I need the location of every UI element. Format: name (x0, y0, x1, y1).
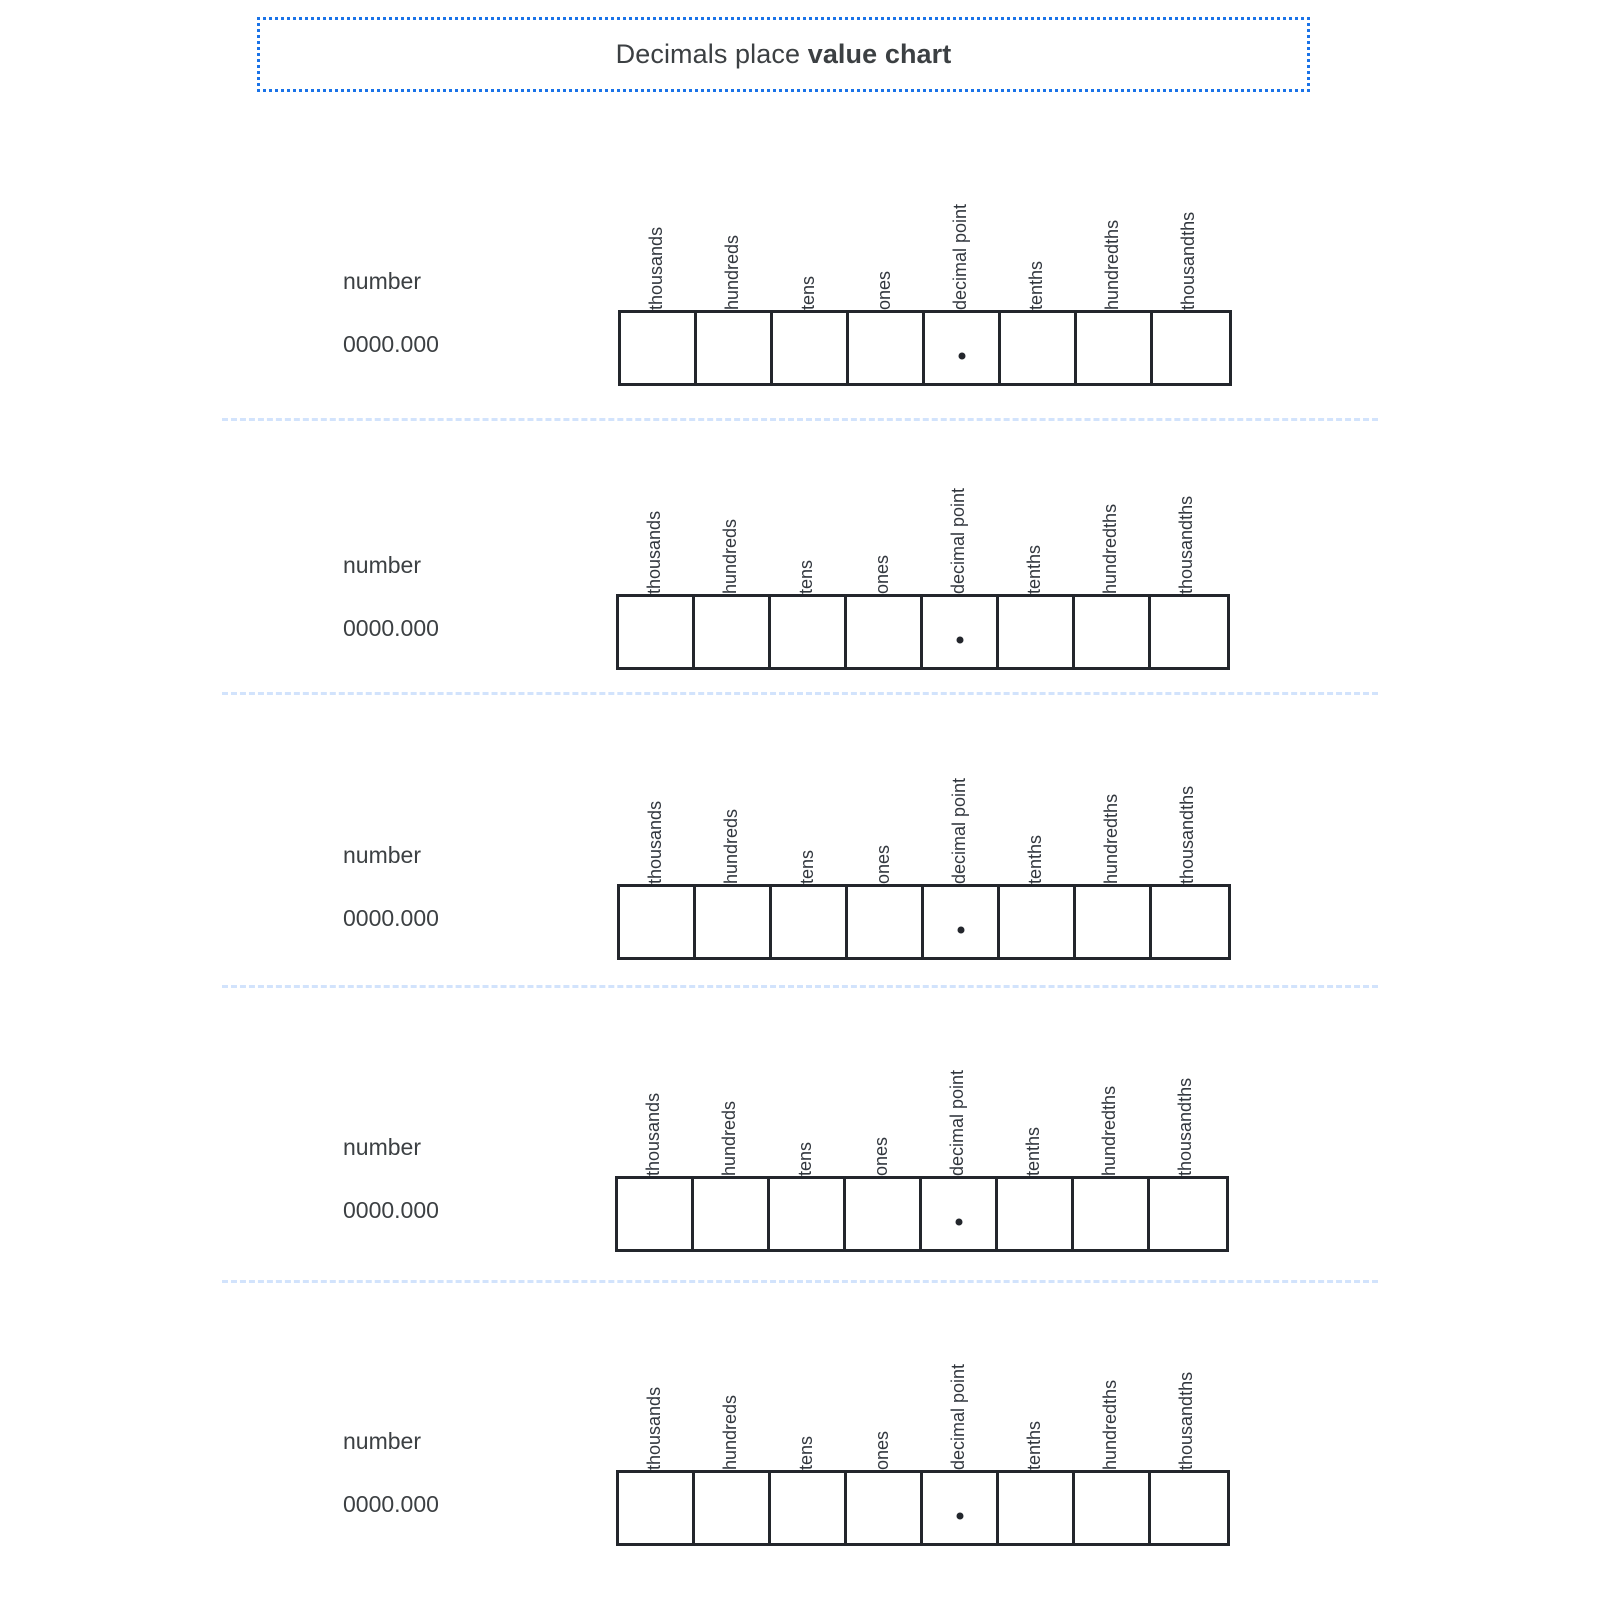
row-number-label: number (343, 268, 421, 294)
place-value-header-slot (997, 742, 1073, 884)
column-header-decimal-point: decimal point (947, 1069, 967, 1176)
place-value-header-slot (693, 742, 769, 884)
place-value-cell-ones[interactable] (848, 887, 924, 957)
place-value-cell-thousands[interactable] (620, 887, 696, 957)
column-header-ones: ones (874, 270, 894, 310)
place-value-header-slot (768, 452, 844, 594)
place-value-cell-tenths[interactable] (1001, 313, 1077, 383)
place-value-cell-tens[interactable] (770, 1179, 846, 1249)
decimal-point-dot-icon (956, 1512, 963, 1519)
column-header-tens: tens (798, 275, 818, 310)
row-value-label: 0000.000 (343, 331, 439, 357)
place-value-header-slot (921, 742, 997, 884)
column-header-thousands: thousands (644, 1386, 664, 1470)
place-value-header-slot (615, 1034, 691, 1176)
place-value-cell-thousandths[interactable] (1153, 313, 1229, 383)
title-banner (257, 17, 1310, 92)
place-value-cell-thousandths[interactable] (1151, 1473, 1227, 1543)
place-value-header-slot (769, 742, 845, 884)
place-value-cell-hundredths[interactable] (1075, 597, 1151, 667)
place-value-cell-thousandths[interactable] (1150, 1179, 1226, 1249)
place-value-header-slot (922, 168, 998, 310)
row-value-label: 0000.000 (343, 905, 439, 931)
column-header-tenths: tenths (1025, 834, 1045, 884)
place-value-header-slot (616, 1328, 692, 1470)
place-value-grid (615, 1176, 1229, 1252)
place-value-header-row (615, 1034, 1223, 1176)
place-value-header-slot (846, 168, 922, 310)
place-value-cell-decimal-point[interactable] (923, 1473, 999, 1543)
column-header-thousands: thousands (644, 510, 664, 594)
column-header-thousands: thousands (645, 800, 665, 884)
place-value-header-slot (1147, 1034, 1223, 1176)
page-title-normal: Decimals place (615, 39, 808, 69)
page-title (616, 39, 952, 70)
column-header-tens: tens (795, 1141, 815, 1176)
place-value-cell-tens[interactable] (771, 597, 847, 667)
place-value-cell-ones[interactable] (847, 597, 923, 667)
place-value-cell-hundredths[interactable] (1077, 313, 1153, 383)
place-value-cell-hundreds[interactable] (697, 313, 773, 383)
column-header-thousandths: thousandths (1175, 1077, 1195, 1176)
place-value-cell-decimal-point[interactable] (923, 597, 999, 667)
place-value-header-slot (996, 452, 1072, 594)
place-value-header-slot (1150, 168, 1226, 310)
row-separator (222, 418, 1378, 421)
place-value-header-slot (616, 452, 692, 594)
place-value-cell-hundreds[interactable] (695, 1473, 771, 1543)
place-value-header-slot (996, 1328, 1072, 1470)
place-value-header-row (618, 168, 1226, 310)
row-separator (222, 1280, 1378, 1283)
place-value-cell-hundredths[interactable] (1074, 1179, 1150, 1249)
column-header-ones: ones (872, 554, 892, 594)
row-value-label: 0000.000 (343, 615, 439, 641)
place-value-cell-decimal-point[interactable] (925, 313, 1001, 383)
place-value-header-slot (691, 1034, 767, 1176)
place-value-cell-tens[interactable] (772, 887, 848, 957)
place-value-cell-hundredths[interactable] (1076, 887, 1152, 957)
row-number-label: number (343, 1134, 421, 1160)
place-value-cell-thousands[interactable] (619, 597, 695, 667)
place-value-header-slot (1073, 742, 1149, 884)
column-header-thousandths: thousandths (1176, 1371, 1196, 1470)
column-header-hundreds: hundreds (721, 808, 741, 884)
place-value-grid (618, 310, 1232, 386)
place-value-cell-hundredths[interactable] (1075, 1473, 1151, 1543)
column-header-hundredths: hundredths (1102, 219, 1122, 310)
place-value-header-slot (1149, 742, 1225, 884)
place-value-header-slot (844, 452, 920, 594)
decimal-point-dot-icon (955, 1218, 962, 1225)
column-header-hundreds: hundreds (722, 234, 742, 310)
place-value-header-slot (844, 1328, 920, 1470)
row-number-label: number (343, 552, 421, 578)
place-value-cell-decimal-point[interactable] (924, 887, 1000, 957)
place-value-cell-ones[interactable] (847, 1473, 923, 1543)
column-header-hundredths: hundredths (1100, 1379, 1120, 1470)
place-value-cell-hundreds[interactable] (694, 1179, 770, 1249)
place-value-header-slot (692, 452, 768, 594)
row-value-label: 0000.000 (343, 1491, 439, 1517)
place-value-cell-hundreds[interactable] (695, 597, 771, 667)
place-value-grid (617, 884, 1231, 960)
place-value-header-slot (618, 168, 694, 310)
place-value-header-slot (995, 1034, 1071, 1176)
place-value-cell-thousands[interactable] (619, 1473, 695, 1543)
row-separator (222, 692, 1378, 695)
place-value-grid (616, 1470, 1230, 1546)
row-number-label: number (343, 1428, 421, 1454)
place-value-grid (616, 594, 1230, 670)
place-value-header-slot (920, 1328, 996, 1470)
place-value-header-slot (1148, 1328, 1224, 1470)
place-value-cell-tenths[interactable] (1000, 887, 1076, 957)
place-value-header-slot (919, 1034, 995, 1176)
page-title-bold: value chart (807, 39, 952, 69)
column-header-tenths: tenths (1024, 544, 1044, 594)
column-header-decimal-point: decimal point (949, 777, 969, 884)
place-value-cell-thousands[interactable] (621, 313, 697, 383)
column-header-thousandths: thousandths (1177, 785, 1197, 884)
place-value-cell-ones[interactable] (846, 1179, 922, 1249)
place-value-header-slot (692, 1328, 768, 1470)
column-header-decimal-point: decimal point (950, 203, 970, 310)
decimal-point-dot-icon (956, 636, 963, 643)
place-value-header-slot (770, 168, 846, 310)
place-value-header-row (616, 1328, 1224, 1470)
column-header-tenths: tenths (1024, 1420, 1044, 1470)
place-value-header-slot (998, 168, 1074, 310)
column-header-tenths: tenths (1023, 1126, 1043, 1176)
column-header-hundredths: hundredths (1101, 793, 1121, 884)
place-value-cell-thousandths[interactable] (1151, 597, 1227, 667)
place-value-cell-hundreds[interactable] (696, 887, 772, 957)
place-value-cell-tenths[interactable] (999, 1473, 1075, 1543)
place-value-header-slot (843, 1034, 919, 1176)
place-value-header-row (617, 742, 1225, 884)
column-header-decimal-point: decimal point (948, 487, 968, 594)
place-value-header-slot (845, 742, 921, 884)
column-header-tens: tens (796, 1435, 816, 1470)
decimal-point-dot-icon (957, 926, 964, 933)
place-value-header-slot (920, 452, 996, 594)
place-value-cell-tenths[interactable] (998, 1179, 1074, 1249)
place-value-cell-thousandths[interactable] (1152, 887, 1228, 957)
place-value-header-slot (1072, 1328, 1148, 1470)
place-value-cell-tenths[interactable] (999, 597, 1075, 667)
column-header-tens: tens (797, 849, 817, 884)
column-header-decimal-point: decimal point (948, 1363, 968, 1470)
column-header-ones: ones (871, 1136, 891, 1176)
column-header-thousands: thousands (646, 226, 666, 310)
place-value-cell-ones[interactable] (849, 313, 925, 383)
column-header-hundredths: hundredths (1099, 1085, 1119, 1176)
place-value-cell-thousands[interactable] (618, 1179, 694, 1249)
column-header-thousandths: thousandths (1178, 211, 1198, 310)
place-value-header-slot (1071, 1034, 1147, 1176)
column-header-thousands: thousands (643, 1092, 663, 1176)
place-value-header-slot (768, 1328, 844, 1470)
column-header-hundredths: hundredths (1100, 503, 1120, 594)
decimal-point-dot-icon (958, 352, 965, 359)
place-value-header-row (616, 452, 1224, 594)
column-header-hundreds: hundreds (719, 1100, 739, 1176)
column-header-ones: ones (872, 1430, 892, 1470)
place-value-header-slot (694, 168, 770, 310)
place-value-cell-tens[interactable] (773, 313, 849, 383)
row-value-label: 0000.000 (343, 1197, 439, 1223)
column-header-hundreds: hundreds (720, 518, 740, 594)
place-value-cell-decimal-point[interactable] (922, 1179, 998, 1249)
place-value-header-slot (617, 742, 693, 884)
place-value-cell-tens[interactable] (771, 1473, 847, 1543)
column-header-tens: tens (796, 559, 816, 594)
row-number-label: number (343, 842, 421, 868)
column-header-thousandths: thousandths (1176, 495, 1196, 594)
place-value-header-slot (1072, 452, 1148, 594)
column-header-tenths: tenths (1026, 260, 1046, 310)
place-value-header-slot (1148, 452, 1224, 594)
place-value-header-slot (1074, 168, 1150, 310)
row-separator (222, 985, 1378, 988)
column-header-ones: ones (873, 844, 893, 884)
place-value-header-slot (767, 1034, 843, 1176)
column-header-hundreds: hundreds (720, 1394, 740, 1470)
